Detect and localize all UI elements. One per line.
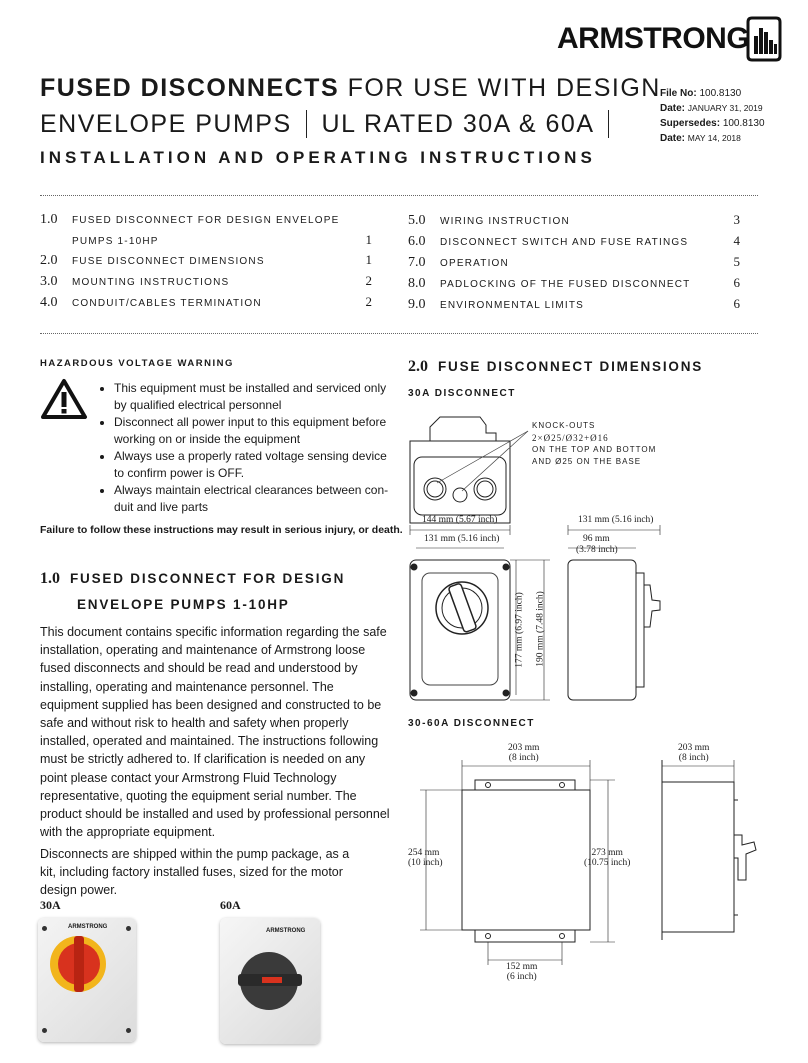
toc-label: PUMPS 1-10HP [72, 236, 159, 247]
toc-item[interactable] [408, 275, 740, 292]
warning-footer: Failure to follow these instructions may result in serious injury, or death. [40, 524, 403, 536]
dim-203b [678, 743, 709, 763]
sub-3060-heading [408, 718, 535, 729]
warning-bullet: • This equipment must be installed and serviced only by qualified electrical personnel [114, 380, 400, 414]
toc-num: 4.0 [40, 295, 58, 310]
brand-logo [557, 16, 787, 62]
toc-item[interactable] [408, 254, 740, 271]
date2-value: MAY 14, 2018 [687, 133, 741, 143]
knock-line: AND Ø25 ON THE BASE [532, 457, 642, 466]
doc-title-line2 [40, 110, 615, 139]
warning-bullets [96, 380, 400, 516]
section1-heading-line2: ENVELOPE PUMPS 1-10HP [77, 597, 290, 612]
toc-num: 2.0 [40, 253, 58, 268]
dim-152 [506, 962, 537, 982]
toc-item[interactable] [40, 252, 372, 269]
toc-label: OPERATION [440, 258, 509, 269]
knock-line: KNOCK-OUTS [532, 421, 596, 430]
section1-para1: This document contains specific information regarding the safe installation, operating and maintenance of Armstrong loose fused disconnects and should be read and understood by installing, operating and maintenance personnel. The equipment supplied has been designed and constructed to be safe and without risk to health and safety when properly installed, operated and maintained. The instructions following must be strictly adhered to. If clarification is needed on any point please contact your Armstrong Fluid Technology representative, quoting the equipment serial number. The product should be installed and used by professional personnel with the appropriate equipment. [40, 625, 390, 840]
dim-96a: 96 mm [583, 534, 610, 544]
dim-203a-mm: 203 mm [508, 743, 540, 753]
brand-name: ARMSTRONG [557, 22, 750, 55]
toc-item[interactable] [408, 212, 740, 229]
toc-label: MOUNTING INSTRUCTIONS [72, 277, 230, 288]
file-value: 100.8130 [699, 88, 742, 99]
toc-num: 1.0 [40, 212, 58, 227]
dim-144: 144 mm (5.67 inch) [422, 515, 498, 525]
warning-bullet: • Always use a properly rated voltage sensing device to confirm power is OFF. [114, 448, 400, 482]
toc-label: CONDUIT/CABLES TERMINATION [72, 298, 262, 309]
dim-254-mm: 254 mm [408, 848, 440, 858]
date-value: JANUARY 31, 2019 [687, 103, 763, 113]
section2-heading [408, 358, 703, 376]
dim-152-mm: 152 mm [506, 962, 538, 972]
toc-page: 5 [733, 254, 740, 269]
dim-190: 190 mm (7.48 inch) [535, 591, 546, 667]
warning-heading: HAZARDOUS VOLTAGE WARNING [40, 358, 234, 369]
photo-60a [220, 918, 320, 1044]
doc-meta [660, 86, 765, 146]
toc-left [40, 212, 372, 311]
sub-3060-text: 30-60A DISCONNECT [408, 718, 535, 729]
section1-title: FUSED DISCONNECT FOR DESIGN [70, 571, 346, 586]
toc-label: PADLOCKING OF THE FUSED DISCONNECT [440, 279, 691, 290]
toc-label: DISCONNECT SWITCH AND FUSE RATINGS [440, 237, 689, 248]
section2-title: FUSE DISCONNECT DIMENSIONS [438, 359, 704, 374]
toc-num: 8.0 [408, 276, 426, 291]
title-rest: FOR USE WITH DESIGN [339, 74, 661, 102]
toc-label: FUSED DISCONNECT FOR DESIGN ENVELOPE [72, 215, 340, 226]
divider-top [40, 195, 758, 196]
toc-page: 4 [733, 233, 740, 248]
toc-label: WIRING INSTRUCTION [440, 216, 570, 227]
diagram-3060 [400, 740, 780, 1040]
photo-60a-label: 60A [220, 898, 241, 912]
dim-203a-in: (8 inch) [508, 753, 539, 763]
toc-item-cont[interactable] [40, 232, 372, 248]
dim-131a: 131 mm (5.16 inch) [424, 534, 500, 544]
warning-triangle-icon [40, 378, 88, 420]
dim-273-mm: 273 mm [591, 848, 623, 858]
warning-bullet: • Always maintain electrical clearances between con-duit and live parts [114, 482, 400, 516]
dim-273 [584, 848, 630, 868]
toc-num: 5.0 [408, 213, 426, 228]
toc-page: 6 [733, 275, 740, 290]
knockouts-note [532, 420, 656, 468]
dim-131b: 131 mm (5.16 inch) [578, 515, 654, 525]
dim-203b-mm: 203 mm [678, 743, 710, 753]
toc-label: FUSE DISCONNECT DIMENSIONS [72, 256, 265, 267]
date2-label: Date: [660, 133, 686, 144]
toc-right [408, 212, 740, 313]
dim-254-in: (10 inch) [408, 858, 443, 868]
toc-item[interactable] [40, 294, 372, 311]
title-line2b: UL RATED 30A & 60A [321, 110, 594, 138]
toc-num: 7.0 [408, 255, 426, 270]
supersedes-label: Supersedes: [660, 118, 721, 129]
dim-203a [508, 743, 539, 763]
toc-page: 2 [365, 294, 372, 309]
toc-page: 2 [365, 273, 372, 288]
doc-subtitle: INSTALLATION AND OPERATING INSTRUCTIONS [40, 148, 596, 167]
supersedes-value: 100.8130 [722, 118, 765, 129]
logo-emblem-icon [745, 16, 783, 62]
dim-96b: (3.78 inch) [576, 545, 618, 555]
dim-177: 177 mm (6.97 inch) [514, 592, 525, 668]
toc-page: 6 [733, 296, 740, 311]
dim-273-in: (10.75 inch) [584, 858, 631, 868]
photo-brand: ARMSTRONG [266, 928, 306, 934]
knock-line: 2×Ø25/Ø32+Ø16 [532, 433, 609, 443]
divider-toc [40, 333, 758, 334]
dim-254 [408, 848, 443, 868]
toc-page: 1 [365, 232, 372, 247]
warning-bullet: • Disconnect all power input to this equipment before working on or inside the equipment [114, 414, 400, 448]
toc-item[interactable] [40, 273, 372, 290]
toc-item[interactable] [408, 296, 740, 313]
toc-page: 3 [733, 212, 740, 227]
toc-num: 6.0 [408, 234, 426, 249]
section2-num: 2.0 [408, 358, 428, 375]
dim-203b-in: (8 inch) [678, 753, 709, 763]
title-line2a: ENVELOPE PUMPS [40, 110, 292, 138]
sub-30a-text: 30A DISCONNECT [408, 388, 516, 399]
photo-30a-label: 30A [40, 898, 61, 912]
toc-num: 9.0 [408, 297, 426, 312]
photo-30a [38, 918, 136, 1042]
title-bold: FUSED DISCONNECTS [40, 74, 340, 102]
photo-brand: ARMSTRONG [68, 924, 108, 930]
date-label: Date: [660, 103, 686, 114]
toc-label: ENVIRONMENTAL LIMITS [440, 300, 585, 311]
section1-para2: Disconnects are shipped within the pump package, as a kit, including factory installed fuses, sized for the motor design power. [40, 847, 350, 898]
file-label: File No: [660, 88, 697, 99]
knock-line: ON THE TOP AND BOTTOM [532, 445, 657, 454]
dim-152-in: (6 inch) [506, 972, 537, 982]
doc-title-line1 [40, 74, 661, 103]
section1-num: 1.0 [40, 570, 60, 587]
toc-num: 3.0 [40, 274, 58, 289]
sub-30a-heading [408, 388, 516, 399]
toc-page: 1 [365, 252, 372, 267]
section1-heading [40, 570, 345, 588]
toc-item[interactable] [40, 212, 372, 228]
toc-item[interactable] [408, 233, 740, 250]
